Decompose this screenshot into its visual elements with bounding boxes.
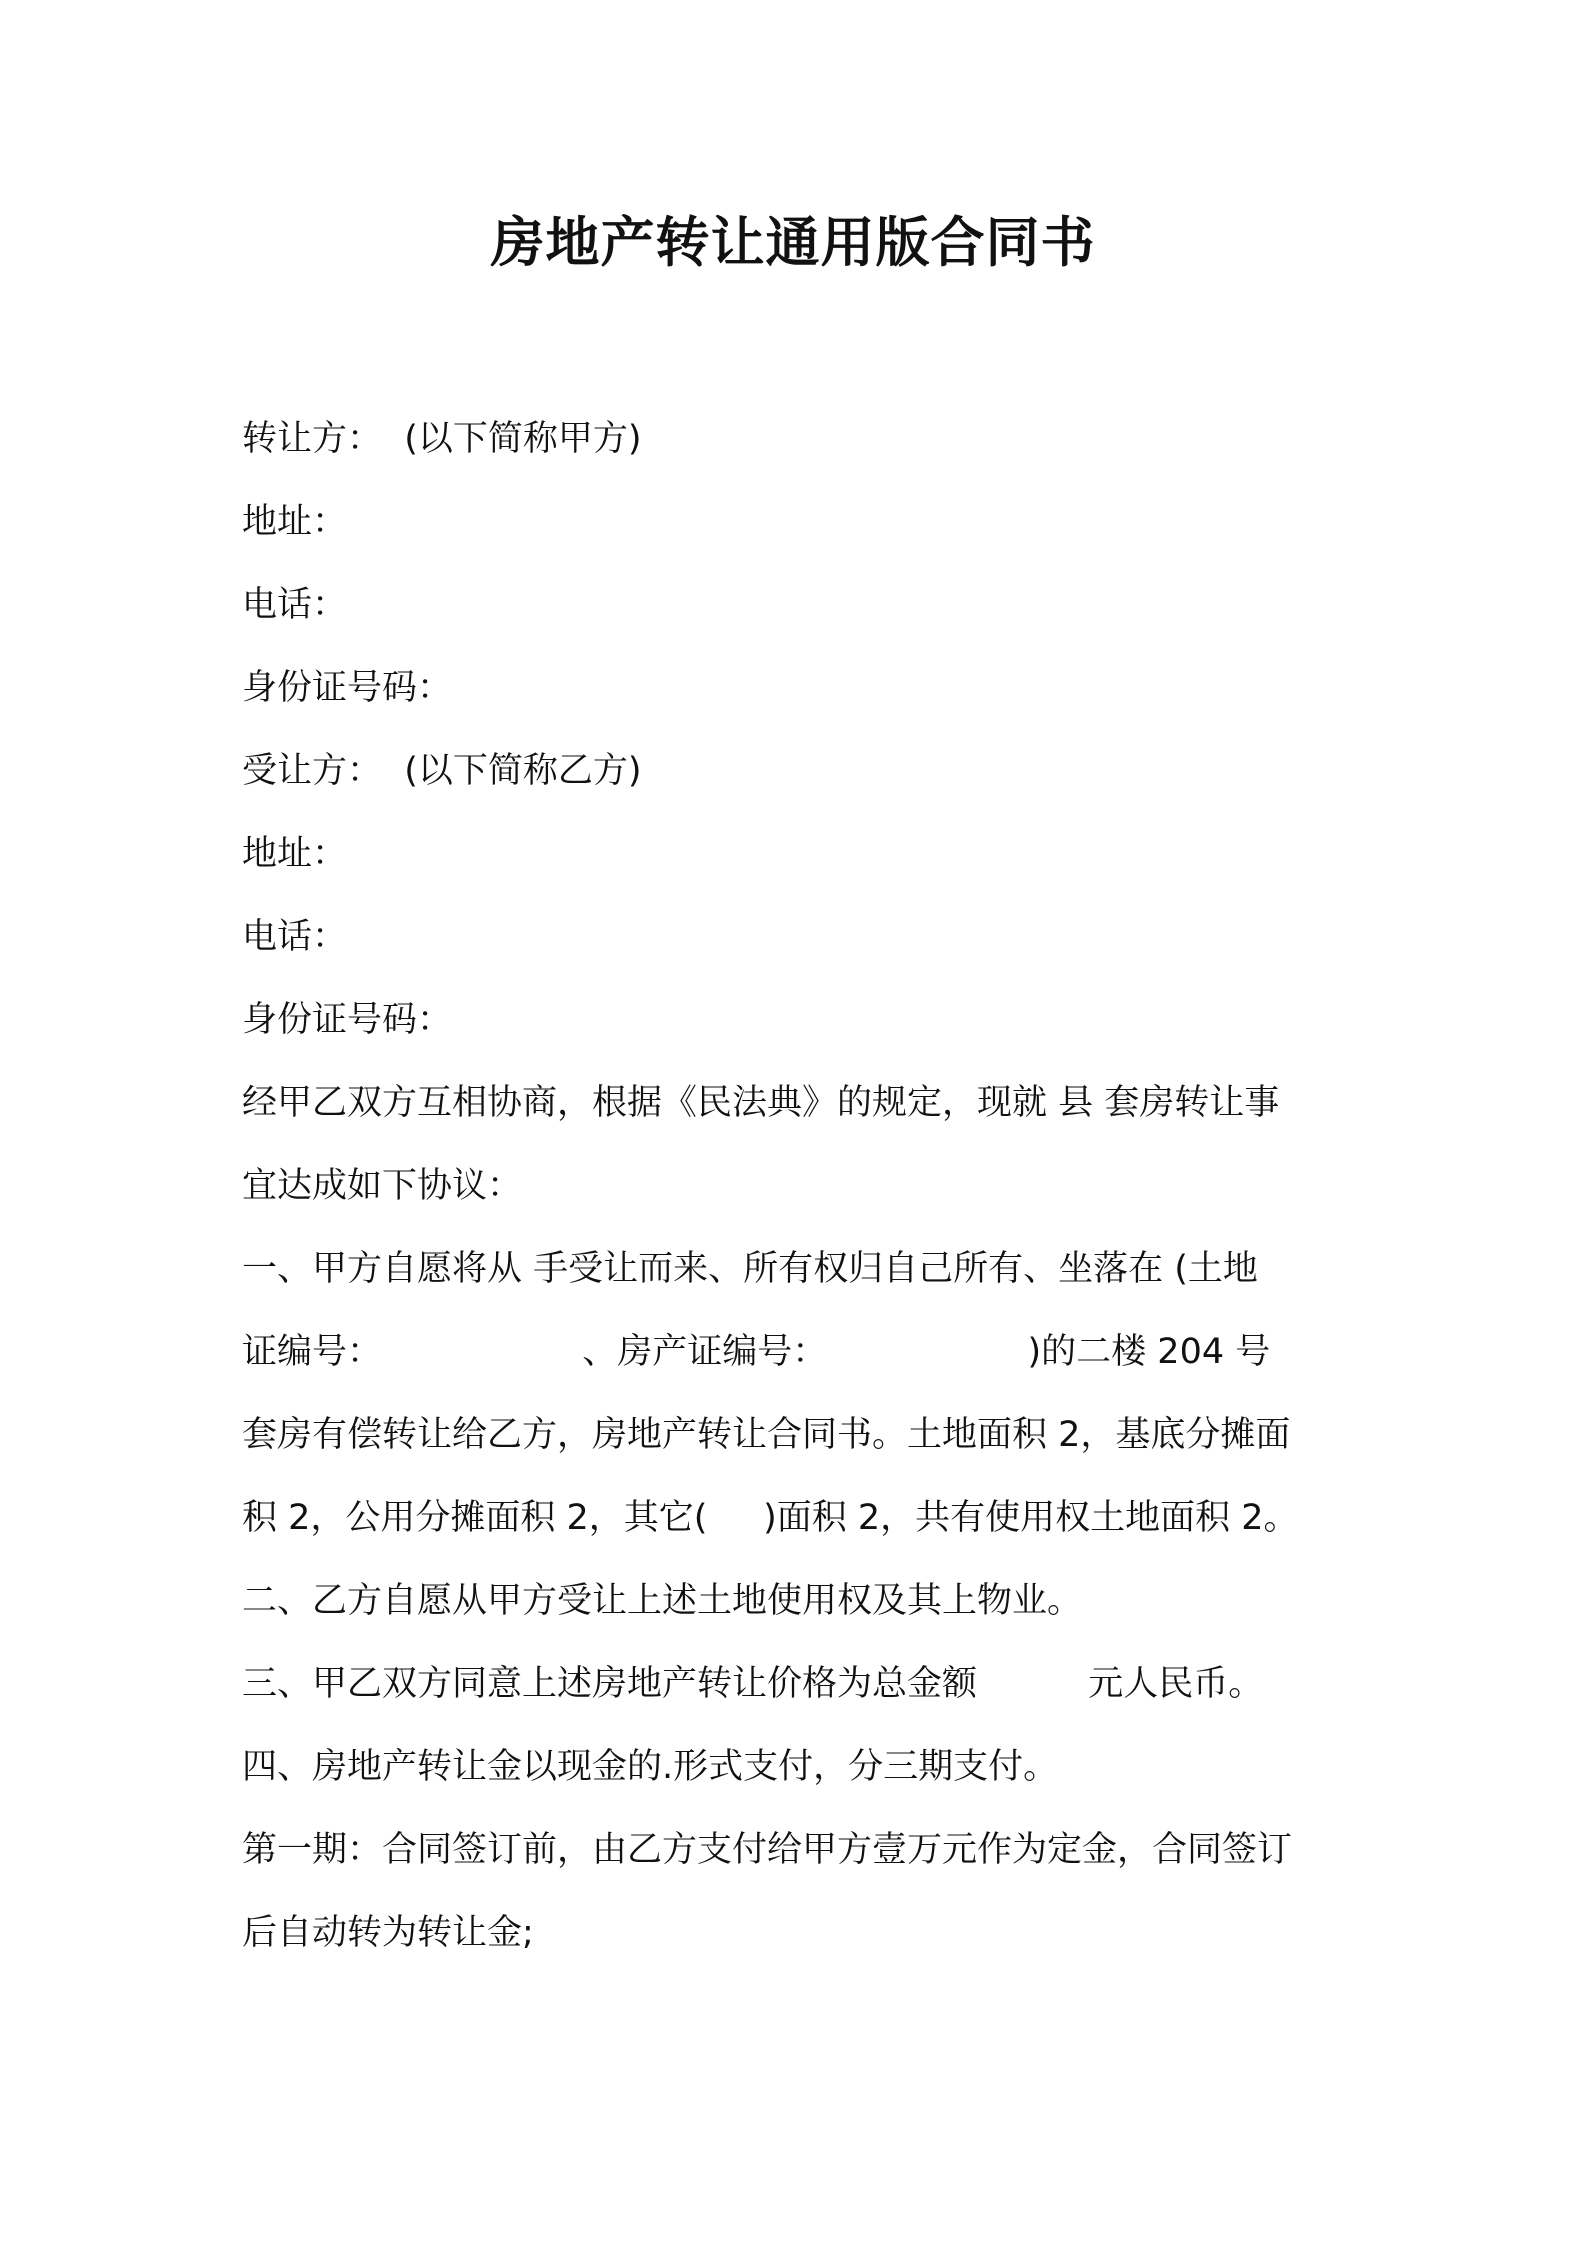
- transferee-phone-line: 电话：: [242, 917, 348, 957]
- clause-1-line-3: 套房有偿转让给乙方，房地产转让合同书。土地面积 2，基底分摊面: [242, 1415, 1291, 1455]
- clause-1-line-1: 一、甲方自愿将从 手受让而来、所有权归自己所有、坐落在 (土地: [242, 1249, 1258, 1289]
- payment-phase-1-line-2: 后自动转为转让金;: [242, 1913, 534, 1953]
- clause-4-line: 四、房地产转让金以现金的.形式支付，分三期支付。: [242, 1747, 1059, 1787]
- clause-2-line: 二、乙方自愿从甲方受让上述土地使用权及其上物业。: [242, 1581, 1083, 1621]
- transferor-phone-line: 电话：: [242, 585, 348, 625]
- document-title: 房地产转让通用版合同书: [490, 211, 1096, 274]
- clause-3-line: 三、甲乙双方同意上述房地产转让价格为总金额 元人民币。: [242, 1664, 1264, 1704]
- transferor-id-line: 身份证号码：: [242, 668, 453, 708]
- preamble-line-2: 宜达成如下协议：: [242, 1166, 523, 1206]
- clause-1-line-2: 证编号： 、房产证编号： )的二楼 204 号: [242, 1332, 1271, 1372]
- transferor-line: 转让方： (以下简称甲方): [242, 419, 642, 459]
- transferee-line: 受让方： (以下简称乙方): [242, 751, 642, 791]
- transferee-id-line: 身份证号码：: [242, 1000, 453, 1040]
- transferor-address-line: 地址：: [242, 502, 348, 542]
- clause-1-line-4: 积 2，公用分摊面积 2，其它( )面积 2，共有使用权土地面积 2。: [242, 1498, 1299, 1538]
- transferee-address-line: 地址：: [242, 834, 348, 874]
- payment-phase-1-line-1: 第一期：合同签订前，由乙方支付给甲方壹万元作为定金，合同签订: [242, 1830, 1293, 1870]
- preamble-line-1: 经甲乙双方互相协商，根据《民法典》的规定，现就 县 套房转让事: [242, 1083, 1280, 1123]
